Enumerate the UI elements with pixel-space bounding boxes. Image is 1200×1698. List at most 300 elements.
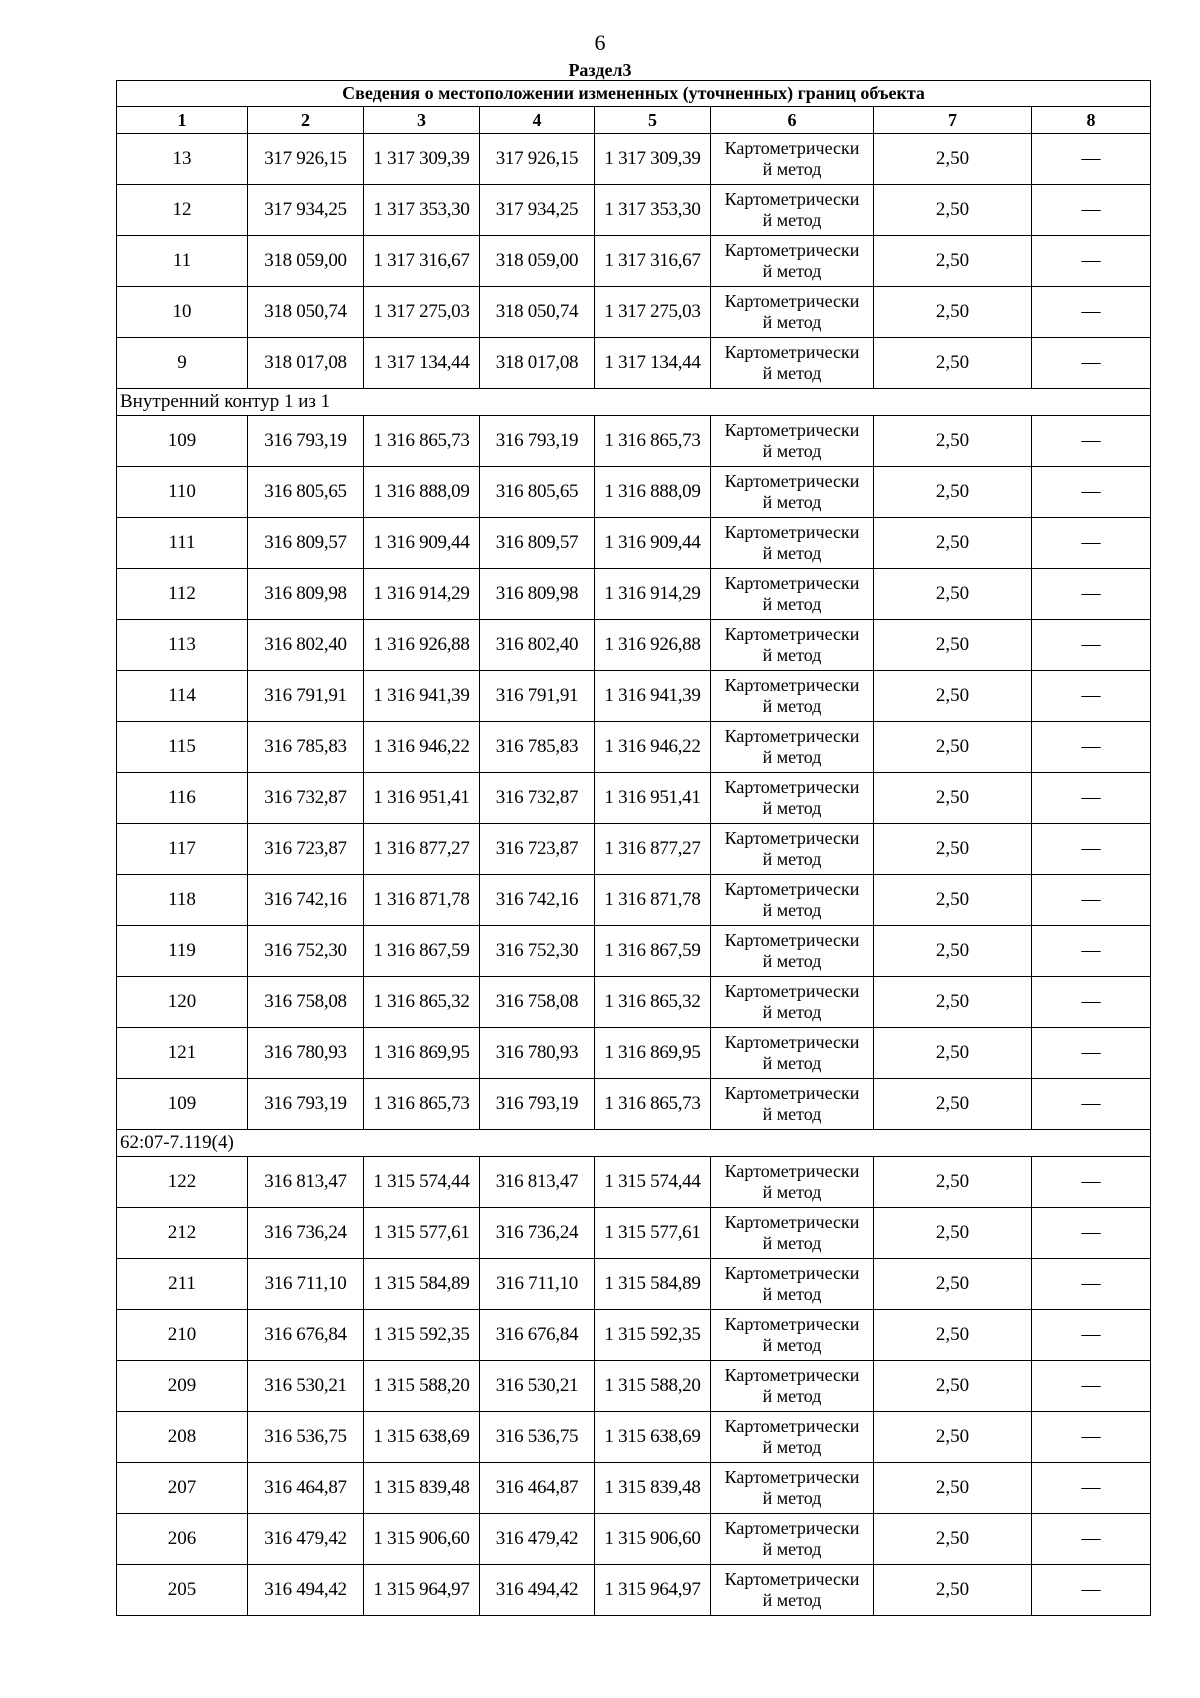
y-new-cell: 1 316 909,44 [595, 518, 711, 569]
note-cell: — [1032, 134, 1151, 185]
x-old-cell: 316 530,21 [248, 1361, 364, 1412]
x-old-cell: 316 793,19 [248, 416, 364, 467]
method-cell [711, 977, 874, 1028]
note-cell: — [1032, 875, 1151, 926]
column-number: 1 [117, 107, 248, 134]
method-text-line1: Картометрически [724, 1518, 860, 1538]
accuracy-cell: 2,50 [874, 185, 1032, 236]
y-new-cell: 1 315 574,44 [595, 1157, 711, 1208]
point-number-cell: 122 [117, 1157, 248, 1208]
y-new-cell: 1 317 316,67 [595, 236, 711, 287]
table-row [117, 671, 1151, 722]
note-cell: — [1032, 287, 1151, 338]
method-text-line2: й метод [762, 747, 822, 767]
y-old-cell: 1 316 877,27 [364, 824, 480, 875]
x-new-cell: 316 813,47 [480, 1157, 595, 1208]
method-cell [711, 1208, 874, 1259]
accuracy-cell: 2,50 [874, 1412, 1032, 1463]
y-new-cell: 1 316 867,59 [595, 926, 711, 977]
y-new-cell: 1 315 638,69 [595, 1412, 711, 1463]
column-number: 7 [874, 107, 1032, 134]
note-cell: — [1032, 671, 1151, 722]
point-number-cell: 109 [117, 416, 248, 467]
x-old-cell: 316 536,75 [248, 1412, 364, 1463]
table-row [117, 1028, 1151, 1079]
method-text-line2: й метод [762, 1488, 822, 1508]
point-number-cell: 13 [117, 134, 248, 185]
y-new-cell: 1 316 877,27 [595, 824, 711, 875]
method-cell [711, 1259, 874, 1310]
point-number-cell: 9 [117, 338, 248, 389]
y-old-cell: 1 315 964,97 [364, 1565, 480, 1616]
method-text-line1: Картометрически [724, 1314, 860, 1334]
note-cell: — [1032, 1412, 1151, 1463]
method-cell [711, 1463, 874, 1514]
accuracy-cell: 2,50 [874, 926, 1032, 977]
y-new-cell: 1 315 584,89 [595, 1259, 711, 1310]
table-row [117, 416, 1151, 467]
table-row [117, 569, 1151, 620]
method-text-line1: Картометрически [724, 1161, 860, 1181]
y-old-cell: 1 315 839,48 [364, 1463, 480, 1514]
boundary-coordinates-table [116, 80, 1151, 1616]
method-text-line1: Картометрически [724, 726, 860, 746]
column-number: 8 [1032, 107, 1151, 134]
method-text-line1: Картометрически [724, 777, 860, 797]
table-row [117, 620, 1151, 671]
table-row [117, 1412, 1151, 1463]
table-row [117, 1208, 1151, 1259]
method-cell [711, 1028, 874, 1079]
point-number-cell: 206 [117, 1514, 248, 1565]
x-old-cell: 316 711,10 [248, 1259, 364, 1310]
x-new-cell: 316 791,91 [480, 671, 595, 722]
x-new-cell: 318 050,74 [480, 287, 595, 338]
y-old-cell: 1 316 946,22 [364, 722, 480, 773]
note-cell: — [1032, 1310, 1151, 1361]
contour-group-row [117, 389, 1151, 416]
method-text-line2: й метод [762, 159, 822, 179]
y-new-cell: 1 316 951,41 [595, 773, 711, 824]
accuracy-cell: 2,50 [874, 875, 1032, 926]
point-number-cell: 118 [117, 875, 248, 926]
table-row [117, 1463, 1151, 1514]
y-old-cell: 1 315 638,69 [364, 1412, 480, 1463]
method-cell [711, 926, 874, 977]
method-text-line2: й метод [762, 1284, 822, 1304]
method-text-line2: й метод [762, 1104, 822, 1124]
y-old-cell: 1 316 951,41 [364, 773, 480, 824]
x-old-cell: 316 791,91 [248, 671, 364, 722]
table-row [117, 1361, 1151, 1412]
method-text-line1: Картометрически [724, 1365, 860, 1385]
method-text-line2: й метод [762, 1335, 822, 1355]
point-number-cell: 211 [117, 1259, 248, 1310]
x-new-cell: 316 464,87 [480, 1463, 595, 1514]
accuracy-cell: 2,50 [874, 977, 1032, 1028]
y-new-cell: 1 316 865,73 [595, 1079, 711, 1130]
y-old-cell: 1 317 309,39 [364, 134, 480, 185]
contour-group-label: 62:07-7.119(4) [117, 1130, 1151, 1157]
method-cell [711, 518, 874, 569]
method-text-line2: й метод [762, 261, 822, 281]
method-cell [711, 338, 874, 389]
y-new-cell: 1 316 926,88 [595, 620, 711, 671]
method-cell [711, 287, 874, 338]
point-number-cell: 111 [117, 518, 248, 569]
method-text-line1: Картометрически [724, 879, 860, 899]
table-row [117, 926, 1151, 977]
method-text-line2: й метод [762, 900, 822, 920]
x-new-cell: 316 758,08 [480, 977, 595, 1028]
x-new-cell: 316 802,40 [480, 620, 595, 671]
x-new-cell: 317 934,25 [480, 185, 595, 236]
y-old-cell: 1 316 871,78 [364, 875, 480, 926]
method-cell [711, 1361, 874, 1412]
method-text-line1: Картометрически [724, 1263, 860, 1283]
x-new-cell: 318 059,00 [480, 236, 595, 287]
x-new-cell: 316 676,84 [480, 1310, 595, 1361]
table-title-row [117, 81, 1151, 107]
x-new-cell: 316 805,65 [480, 467, 595, 518]
table-row [117, 338, 1151, 389]
y-new-cell: 1 315 839,48 [595, 1463, 711, 1514]
method-text-line1: Картометрически [724, 930, 860, 950]
accuracy-cell: 2,50 [874, 1361, 1032, 1412]
column-number: 3 [364, 107, 480, 134]
x-old-cell: 316 736,24 [248, 1208, 364, 1259]
point-number-cell: 109 [117, 1079, 248, 1130]
y-old-cell: 1 315 584,89 [364, 1259, 480, 1310]
point-number-cell: 110 [117, 467, 248, 518]
x-new-cell: 318 017,08 [480, 338, 595, 389]
column-number: 6 [711, 107, 874, 134]
x-old-cell: 316 805,65 [248, 467, 364, 518]
x-new-cell: 316 536,75 [480, 1412, 595, 1463]
note-cell: — [1032, 722, 1151, 773]
note-cell: — [1032, 1463, 1151, 1514]
y-new-cell: 1 316 871,78 [595, 875, 711, 926]
y-new-cell: 1 316 888,09 [595, 467, 711, 518]
table-row [117, 1565, 1151, 1616]
x-new-cell: 316 793,19 [480, 416, 595, 467]
point-number-cell: 120 [117, 977, 248, 1028]
x-old-cell: 316 793,19 [248, 1079, 364, 1130]
note-cell: — [1032, 773, 1151, 824]
table-row [117, 1514, 1151, 1565]
y-old-cell: 1 316 888,09 [364, 467, 480, 518]
point-number-cell: 11 [117, 236, 248, 287]
x-new-cell: 316 736,24 [480, 1208, 595, 1259]
method-text-line2: й метод [762, 645, 822, 665]
note-cell: — [1032, 236, 1151, 287]
y-old-cell: 1 316 869,95 [364, 1028, 480, 1079]
x-new-cell: 316 530,21 [480, 1361, 595, 1412]
method-text-line1: Картометрически [724, 624, 860, 644]
note-cell: — [1032, 338, 1151, 389]
point-number-cell: 205 [117, 1565, 248, 1616]
table-title: Сведения о местоположении измененных (уточненных) границ объекта [117, 81, 1151, 107]
y-old-cell: 1 316 865,73 [364, 1079, 480, 1130]
point-number-cell: 121 [117, 1028, 248, 1079]
y-new-cell: 1 317 275,03 [595, 287, 711, 338]
y-old-cell: 1 316 865,73 [364, 416, 480, 467]
method-cell [711, 824, 874, 875]
x-old-cell: 316 809,98 [248, 569, 364, 620]
accuracy-cell: 2,50 [874, 134, 1032, 185]
x-old-cell: 316 732,87 [248, 773, 364, 824]
x-old-cell: 318 017,08 [248, 338, 364, 389]
point-number-cell: 207 [117, 1463, 248, 1514]
x-new-cell: 316 752,30 [480, 926, 595, 977]
method-text-line2: й метод [762, 1233, 822, 1253]
table-row [117, 824, 1151, 875]
note-cell: — [1032, 1208, 1151, 1259]
x-new-cell: 316 780,93 [480, 1028, 595, 1079]
y-old-cell: 1 316 926,88 [364, 620, 480, 671]
method-text-line2: й метод [762, 543, 822, 563]
x-new-cell: 317 926,15 [480, 134, 595, 185]
note-cell: — [1032, 1157, 1151, 1208]
note-cell: — [1032, 185, 1151, 236]
x-old-cell: 317 926,15 [248, 134, 364, 185]
note-cell: — [1032, 467, 1151, 518]
y-new-cell: 1 315 588,20 [595, 1361, 711, 1412]
method-cell [711, 467, 874, 518]
page-number: 6 [594, 30, 606, 55]
x-old-cell: 316 464,87 [248, 1463, 364, 1514]
method-text-line1: Картометрически [724, 291, 860, 311]
y-new-cell: 1 316 946,22 [595, 722, 711, 773]
method-cell [711, 1310, 874, 1361]
method-text-line1: Картометрически [724, 420, 860, 440]
method-text-line1: Картометрически [724, 138, 860, 158]
method-text-line1: Картометрически [724, 1416, 860, 1436]
point-number-cell: 209 [117, 1361, 248, 1412]
table-row [117, 236, 1151, 287]
y-old-cell: 1 316 909,44 [364, 518, 480, 569]
x-new-cell: 316 479,42 [480, 1514, 595, 1565]
accuracy-cell: 2,50 [874, 722, 1032, 773]
accuracy-cell: 2,50 [874, 287, 1032, 338]
y-new-cell: 1 315 577,61 [595, 1208, 711, 1259]
x-new-cell: 316 809,57 [480, 518, 595, 569]
method-text-line2: й метод [762, 1002, 822, 1022]
y-new-cell: 1 317 353,30 [595, 185, 711, 236]
point-number-cell: 119 [117, 926, 248, 977]
method-cell [711, 1079, 874, 1130]
y-new-cell: 1 315 906,60 [595, 1514, 711, 1565]
table-row [117, 518, 1151, 569]
x-old-cell: 316 758,08 [248, 977, 364, 1028]
point-number-cell: 114 [117, 671, 248, 722]
y-old-cell: 1 317 134,44 [364, 338, 480, 389]
table-row [117, 1157, 1151, 1208]
accuracy-cell: 2,50 [874, 773, 1032, 824]
x-new-cell: 316 494,42 [480, 1565, 595, 1616]
method-cell [711, 185, 874, 236]
y-new-cell: 1 315 964,97 [595, 1565, 711, 1616]
method-text-line1: Картометрически [724, 828, 860, 848]
accuracy-cell: 2,50 [874, 1514, 1032, 1565]
column-number: 5 [595, 107, 711, 134]
method-text-line2: й метод [762, 1053, 822, 1073]
contour-group-row [117, 1130, 1151, 1157]
note-cell: — [1032, 926, 1151, 977]
accuracy-cell: 2,50 [874, 824, 1032, 875]
method-text-line1: Картометрически [724, 573, 860, 593]
y-old-cell: 1 316 867,59 [364, 926, 480, 977]
accuracy-cell: 2,50 [874, 1157, 1032, 1208]
x-old-cell: 316 813,47 [248, 1157, 364, 1208]
y-new-cell: 1 316 865,73 [595, 416, 711, 467]
y-old-cell: 1 317 316,67 [364, 236, 480, 287]
y-old-cell: 1 315 588,20 [364, 1361, 480, 1412]
y-old-cell: 1 315 592,35 [364, 1310, 480, 1361]
method-cell [711, 1565, 874, 1616]
point-number-cell: 10 [117, 287, 248, 338]
x-old-cell: 316 802,40 [248, 620, 364, 671]
accuracy-cell: 2,50 [874, 236, 1032, 287]
table-row [117, 134, 1151, 185]
point-number-cell: 212 [117, 1208, 248, 1259]
accuracy-cell: 2,50 [874, 1028, 1032, 1079]
method-text-line2: й метод [762, 312, 822, 332]
x-old-cell: 316 785,83 [248, 722, 364, 773]
note-cell: — [1032, 1514, 1151, 1565]
method-cell [711, 236, 874, 287]
note-cell: — [1032, 620, 1151, 671]
y-new-cell: 1 317 309,39 [595, 134, 711, 185]
accuracy-cell: 2,50 [874, 620, 1032, 671]
method-cell [711, 1514, 874, 1565]
accuracy-cell: 2,50 [874, 467, 1032, 518]
column-number-row [117, 107, 1151, 134]
point-number-cell: 112 [117, 569, 248, 620]
method-text-line2: й метод [762, 849, 822, 869]
method-text-line1: Картометрически [724, 675, 860, 695]
method-text-line1: Картометрически [724, 1467, 860, 1487]
method-text-line2: й метод [762, 441, 822, 461]
method-text-line1: Картометрически [724, 471, 860, 491]
method-text-line2: й метод [762, 1182, 822, 1202]
accuracy-cell: 2,50 [874, 1310, 1032, 1361]
method-text-line2: й метод [762, 210, 822, 230]
method-text-line1: Картометрически [724, 342, 860, 362]
x-new-cell: 316 711,10 [480, 1259, 595, 1310]
x-old-cell: 316 780,93 [248, 1028, 364, 1079]
y-new-cell: 1 317 134,44 [595, 338, 711, 389]
x-old-cell: 316 723,87 [248, 824, 364, 875]
accuracy-cell: 2,50 [874, 1259, 1032, 1310]
x-new-cell: 316 723,87 [480, 824, 595, 875]
method-cell [711, 134, 874, 185]
method-text-line2: й метод [762, 1539, 822, 1559]
y-old-cell: 1 316 865,32 [364, 977, 480, 1028]
x-new-cell: 316 742,16 [480, 875, 595, 926]
method-text-line1: Картометрически [724, 981, 860, 1001]
method-cell [711, 671, 874, 722]
column-number: 4 [480, 107, 595, 134]
table-row [117, 977, 1151, 1028]
method-text-line2: й метод [762, 492, 822, 512]
note-cell: — [1032, 1028, 1151, 1079]
x-old-cell: 317 934,25 [248, 185, 364, 236]
y-old-cell: 1 317 353,30 [364, 185, 480, 236]
y-old-cell: 1 316 914,29 [364, 569, 480, 620]
accuracy-cell: 2,50 [874, 1463, 1032, 1514]
point-number-cell: 116 [117, 773, 248, 824]
accuracy-cell: 2,50 [874, 416, 1032, 467]
section-label: Раздел3 [568, 60, 632, 80]
x-new-cell: 316 732,87 [480, 773, 595, 824]
method-cell [711, 722, 874, 773]
method-text-line2: й метод [762, 363, 822, 383]
point-number-cell: 12 [117, 185, 248, 236]
point-number-cell: 113 [117, 620, 248, 671]
method-text-line1: Картометрически [724, 1212, 860, 1232]
y-old-cell: 1 315 906,60 [364, 1514, 480, 1565]
method-text-line1: Картометрически [724, 240, 860, 260]
method-text-line2: й метод [762, 594, 822, 614]
y-new-cell: 1 316 865,32 [595, 977, 711, 1028]
x-new-cell: 316 785,83 [480, 722, 595, 773]
method-text-line2: й метод [762, 1437, 822, 1457]
table-row [117, 722, 1151, 773]
method-text-line1: Картометрически [724, 1032, 860, 1052]
table-row [117, 1079, 1151, 1130]
table-row [117, 1259, 1151, 1310]
y-new-cell: 1 316 914,29 [595, 569, 711, 620]
note-cell: — [1032, 1361, 1151, 1412]
y-new-cell: 1 316 941,39 [595, 671, 711, 722]
note-cell: — [1032, 518, 1151, 569]
y-old-cell: 1 316 941,39 [364, 671, 480, 722]
y-old-cell: 1 315 574,44 [364, 1157, 480, 1208]
method-text-line2: й метод [762, 1386, 822, 1406]
method-cell [711, 773, 874, 824]
point-number-cell: 117 [117, 824, 248, 875]
method-cell [711, 416, 874, 467]
accuracy-cell: 2,50 [874, 518, 1032, 569]
table-row [117, 287, 1151, 338]
note-cell: — [1032, 1259, 1151, 1310]
method-text-line2: й метод [762, 798, 822, 818]
x-old-cell: 316 752,30 [248, 926, 364, 977]
method-text-line1: Картометрически [724, 1083, 860, 1103]
x-old-cell: 316 479,42 [248, 1514, 364, 1565]
x-old-cell: 316 809,57 [248, 518, 364, 569]
accuracy-cell: 2,50 [874, 671, 1032, 722]
table-row [117, 1310, 1151, 1361]
note-cell: — [1032, 569, 1151, 620]
x-old-cell: 316 742,16 [248, 875, 364, 926]
y-old-cell: 1 315 577,61 [364, 1208, 480, 1259]
note-cell: — [1032, 977, 1151, 1028]
method-cell [711, 620, 874, 671]
point-number-cell: 210 [117, 1310, 248, 1361]
y-old-cell: 1 317 275,03 [364, 287, 480, 338]
note-cell: — [1032, 416, 1151, 467]
point-number-cell: 115 [117, 722, 248, 773]
x-old-cell: 318 059,00 [248, 236, 364, 287]
point-number-cell: 208 [117, 1412, 248, 1463]
method-cell [711, 875, 874, 926]
method-text-line2: й метод [762, 951, 822, 971]
table-row [117, 467, 1151, 518]
table-row [117, 185, 1151, 236]
x-new-cell: 316 793,19 [480, 1079, 595, 1130]
